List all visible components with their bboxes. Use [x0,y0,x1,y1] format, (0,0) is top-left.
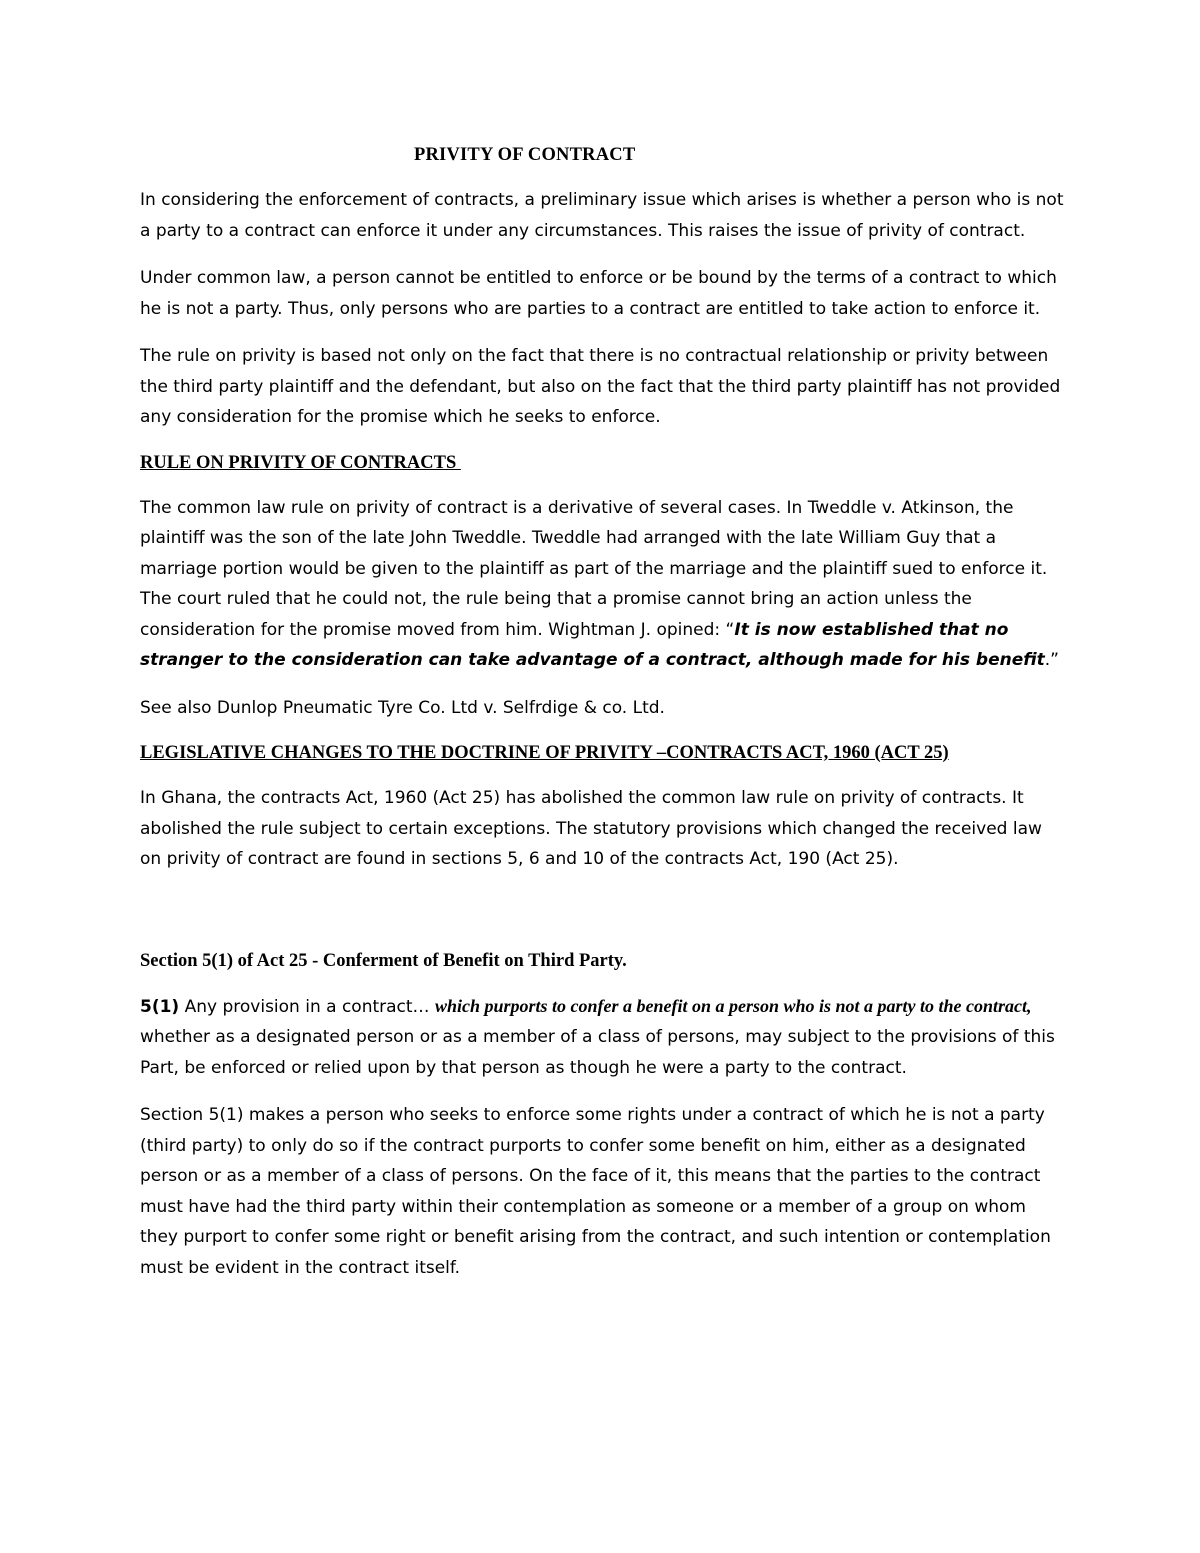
quote-close: .” [1044,650,1059,670]
section-spacer [140,892,1065,948]
provision-start: Any provision in a contract… [179,996,435,1017]
provision-emphasis: which purports to confer a benefit on a person who is not a party to the contract, [434,995,1032,1016]
legislative-section-heading: LEGISLATIVE CHANGES TO THE DOCTRINE OF PRIVITY –CONTRACTS ACT, 1960 (ACT 25) [140,743,949,763]
rule-paragraph-text: The common law rule on privity of contract is a derivative of several cases. In Tweddle v. Atkinson, the plaintiff was the son of the late John Tweddle. Tweddle had arranged with the late William Guy that a marriage portion would be given to the plaintiff as part of the marriage and the plaintiff sued to enforce it. The court ruled that he could not, the rule being that a promise cannot bring an action unless the consideration for the promise moved from him. Wightman J. opined: “ [140,497,1048,640]
intro-paragraph-2: Under common law, a person cannot be entitled to enforce or be bound by the terms of a contract to which he is not a party. Thus, only persons who are parties to a contract are entitled to take action to enforce it. [140,268,1057,319]
section5-commentary: Section 5(1) makes a person who seeks to enforce some rights under a contract of which he is not a party (third party) to only do so if the contract purports to confer some benefit on him, either as a designated person or as a member of a class of persons. On the face of it, this means that the parties to the contract must have had the third party within their contemplation as someone or a member of a group on whom they purport to confer some right or benefit arising from the contract, and such intention or contemplation must be evident in the contract itself. [140,1105,1051,1278]
rule-paragraph [140,493,1065,676]
legislative-paragraph: In Ghana, the contracts Act, 1960 (Act 25) has abolished the common law rule on privity of contracts. It abolished the rule subject to certain exceptions. The statutory provisions which changed the received law on privity of contract are found in sections 5, 6 and 10 of the contracts Act, 190 (Act 25). [140,788,1042,869]
intro-paragraph-1: In considering the enforcement of contracts, a preliminary issue which arises is whether a person who is not a party to a contract can enforce it under any circumstances. This raises the issue of privity of contract. [140,190,1064,241]
provision-number: 5(1) [140,996,180,1017]
rule-section-heading: RULE ON PRIVITY OF CONTRACTS [140,452,461,473]
wightman-quote: It is now established that no stranger to the consideration can take advantage of a contract, although made for his benefit [140,619,1045,670]
intro-paragraph-3: The rule on privity is based not only on the fact that there is no contractual relationship or privity between the third party plaintiff and the defendant, but also on the fact that the third party plaintiff has not provided any consideration for the promise which he seeks to enforce. [140,346,1061,427]
see-also-paragraph: See also Dunlop Pneumatic Tyre Co. Ltd v. Selfrdige & co. Ltd. [140,697,665,718]
section5-heading: Section 5(1) of Act 25 - Conferment of Benefit on Third Party. [140,950,627,971]
section5-provision [140,991,1065,1084]
document-title: PRIVITY OF CONTRACT [414,145,636,165]
provision-end: whether as a designated person or as a member of a class of persons, may subject to the provisions of this Part, be enforced or relied upon by that person as though he were a party to the contract. [140,1027,1055,1078]
document-body [140,142,1065,1300]
